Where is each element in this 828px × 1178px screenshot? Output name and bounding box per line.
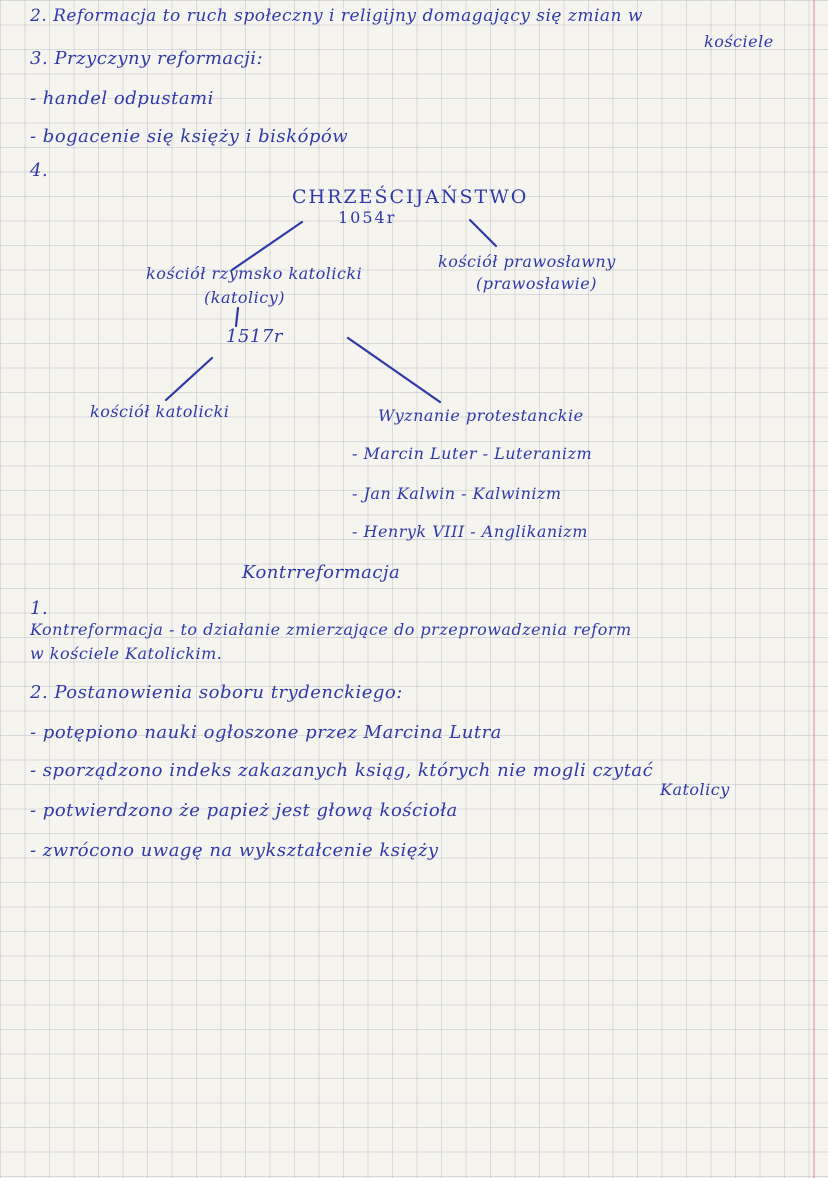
diagram-right-branch-sub: (prawosławie) — [476, 274, 597, 293]
protestant-item: - Jan Kalwin - Kalwinizm — [352, 484, 562, 503]
connector-root-left — [232, 222, 302, 270]
contra-definition: Kontreformacja - to działanie zmierzające do przeprowadzenia reform — [30, 620, 632, 639]
diagram-catholic: kościół katolicki — [90, 402, 230, 421]
council-item: - sporządzono indeks zakazanych ksiąg, których nie mogli czytać — [30, 760, 654, 781]
contra-number: 1. — [30, 598, 49, 619]
council-item: - potwierdzono że papież jest głową kościoła — [30, 800, 458, 821]
connector-split-left — [166, 358, 212, 400]
reformation-definition-cont: kościele — [704, 32, 774, 51]
diagram-root: CHRZEŚCIJAŃSTWO — [292, 186, 529, 208]
diagram-split-year: 1517r — [226, 326, 283, 347]
contra-definition-cont: w kościele Katolickim. — [30, 644, 223, 663]
connector-split-right — [348, 338, 440, 402]
protestant-item: - Henryk VIII - Anglikanizm — [352, 522, 588, 541]
cause-item: - bogacenie się księży i biskópów — [30, 126, 349, 147]
contra-heading: Kontrreformacja — [242, 562, 401, 583]
connector-left-down — [236, 308, 238, 326]
reformation-definition: 2. Reformacja to ruch społeczny i religijny domagający się zmian w — [30, 6, 643, 26]
council-item: - zwrócono uwagę na wykształcenie księży — [30, 840, 439, 861]
diagram-right-branch: kościół prawosławny — [438, 252, 616, 271]
protestant-item: - Marcin Luter - Luteranizm — [352, 444, 593, 463]
section-number: 4. — [30, 160, 49, 181]
council-item: - potępiono nauki ogłoszone przez Marcina Lutra — [30, 722, 502, 743]
cause-item: - handel odpustami — [30, 88, 214, 109]
diagram-root-year: 1054r — [338, 208, 397, 227]
diagram-left-branch-sub: (katolicy) — [204, 288, 286, 307]
connector-root-right — [470, 220, 496, 246]
council-item-cont: Katolicy — [660, 780, 730, 799]
diagram-protestant: Wyznanie protestanckie — [378, 406, 584, 425]
diagram-left-branch: kościół rzymsko katolicki — [146, 264, 363, 283]
causes-heading: 3. Przyczyny reformacji: — [30, 48, 264, 69]
council-heading: 2. Postanowienia soboru trydenckiego: — [30, 682, 403, 703]
